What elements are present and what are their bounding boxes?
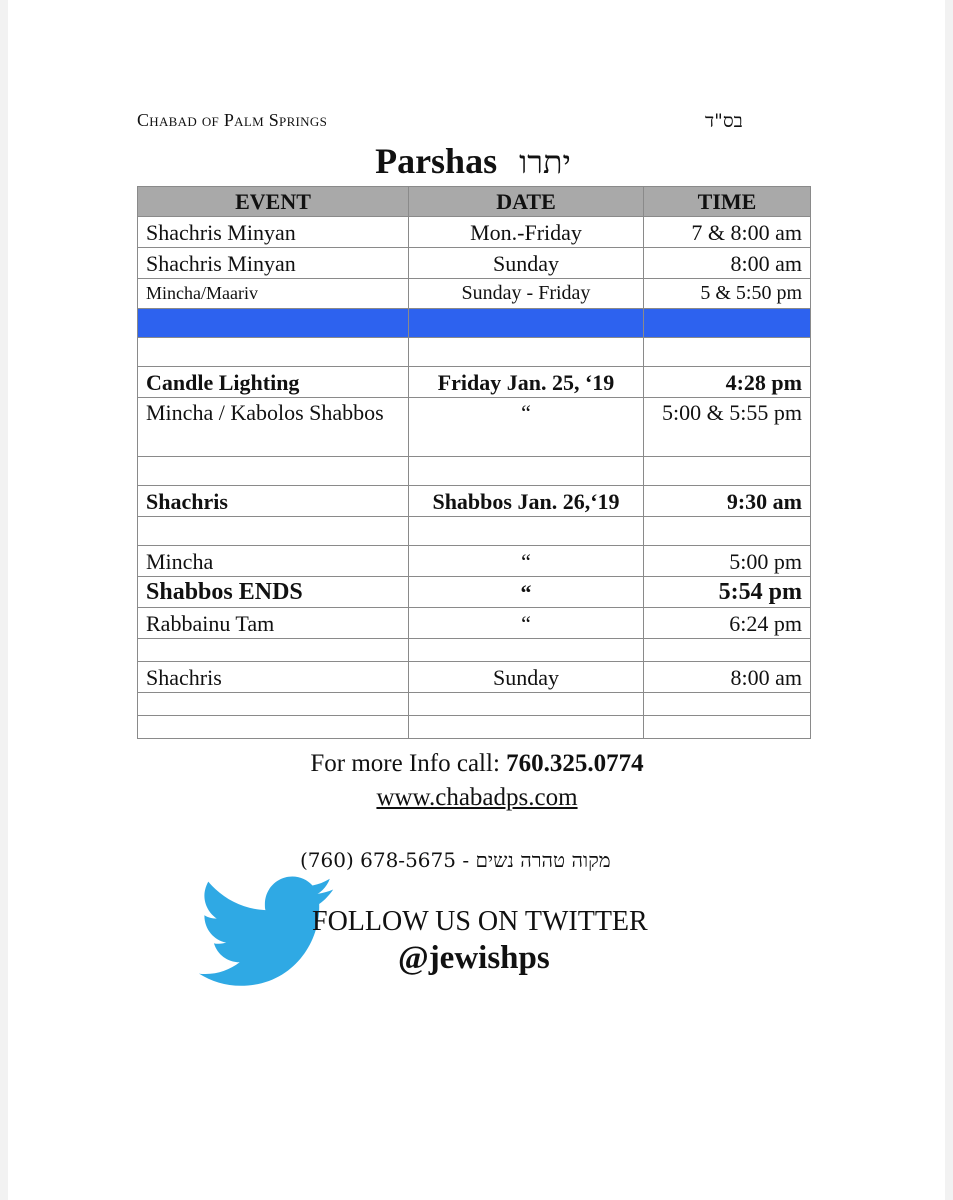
time-cell: 9:30 am [644,486,811,517]
mikvah-phone: (760) 678-5675 - [300,848,470,872]
table-row [138,577,811,608]
page-title [137,140,809,182]
time-cell: 4:28 pm [644,367,811,398]
column-header-time: TIME [644,187,811,217]
blank-cell [409,693,644,716]
time-cell: 5:00 pm [644,546,811,577]
blank-cell [138,639,409,662]
time-cell: 5:54 pm [644,577,811,608]
blank-cell [409,517,644,546]
table-row [138,279,811,309]
event-cell: Mincha / Kabolos Shabbos [138,398,409,457]
blank-cell [138,457,409,486]
blank-cell [644,309,811,338]
info-line [137,750,817,778]
schedule-table [137,186,811,739]
blank-cell [138,517,409,546]
event-cell: Candle Lighting [138,367,409,398]
blank-cell [644,338,811,367]
date-cell: Sunday [409,248,644,279]
table-row [138,398,811,457]
follow-text: FOLLOW US ON TWITTER [312,906,648,937]
website-link[interactable]: www.chabadps.com [376,784,578,811]
title-text: Parshas [375,141,498,181]
event-cell: Shabbos ENDS [138,577,409,608]
date-cell: Sunday - Friday [409,279,644,309]
empty-row [138,457,811,486]
time-cell: 8:00 am [644,662,811,693]
date-cell: “ [409,546,644,577]
event-cell: Rabbainu Tam [138,608,409,639]
date-cell: Shabbos Jan. 26,‘19 [409,486,644,517]
blank-cell [644,716,811,739]
blank-cell [644,457,811,486]
table-row [138,662,811,693]
blank-cell [409,338,644,367]
phone-number[interactable]: 760.325.0774 [506,750,644,777]
highlight-row [138,309,811,338]
event-cell: Mincha/Maariv [138,279,409,309]
date-cell: Sunday [409,662,644,693]
table-row [138,217,811,248]
date-cell: Friday Jan. 25, ‘19 [409,367,644,398]
empty-row [138,716,811,739]
event-cell: Shachris [138,486,409,517]
blank-cell [409,309,644,338]
empty-row [138,517,811,546]
date-cell: “ [409,577,644,608]
date-cell: “ [409,608,644,639]
event-cell: Shachris Minyan [138,248,409,279]
blank-cell [138,693,409,716]
empty-row [138,639,811,662]
time-cell: 5 & 5:50 pm [644,279,811,309]
blank-cell [409,716,644,739]
time-cell: 8:00 am [644,248,811,279]
time-cell: 5:00 & 5:55 pm [644,398,811,457]
column-header-event: EVENT [138,187,409,217]
blank-cell [138,716,409,739]
event-cell: Mincha [138,546,409,577]
date-cell: “ [409,398,644,457]
mikvah-line [300,848,660,873]
table-header-row [138,187,811,217]
blank-cell [138,338,409,367]
org-name: Chabad of Palm Springs [137,110,328,130]
event-cell: Shachris Minyan [138,217,409,248]
table-row [138,546,811,577]
blank-cell [138,309,409,338]
empty-row [138,338,811,367]
mikvah-hebrew: מקוה טהרה נשים [475,848,611,872]
time-cell: 6:24 pm [644,608,811,639]
bsd-mark: בס"ד [705,110,743,132]
blank-cell [644,639,811,662]
title-hebrew: יתרו [519,143,571,181]
blank-cell [409,639,644,662]
empty-row [138,693,811,716]
twitter-handle[interactable]: @jewishps [398,940,550,976]
blank-cell [644,517,811,546]
date-cell: Mon.-Friday [409,217,644,248]
blank-cell [409,457,644,486]
table-row [138,367,811,398]
column-header-date: DATE [409,187,644,217]
time-cell: 7 & 8:00 am [644,217,811,248]
blank-cell [644,693,811,716]
table-row [138,486,811,517]
event-cell: Shachris [138,662,409,693]
table-row [138,608,811,639]
info-label: For more Info call: [310,750,500,777]
table-row [138,248,811,279]
